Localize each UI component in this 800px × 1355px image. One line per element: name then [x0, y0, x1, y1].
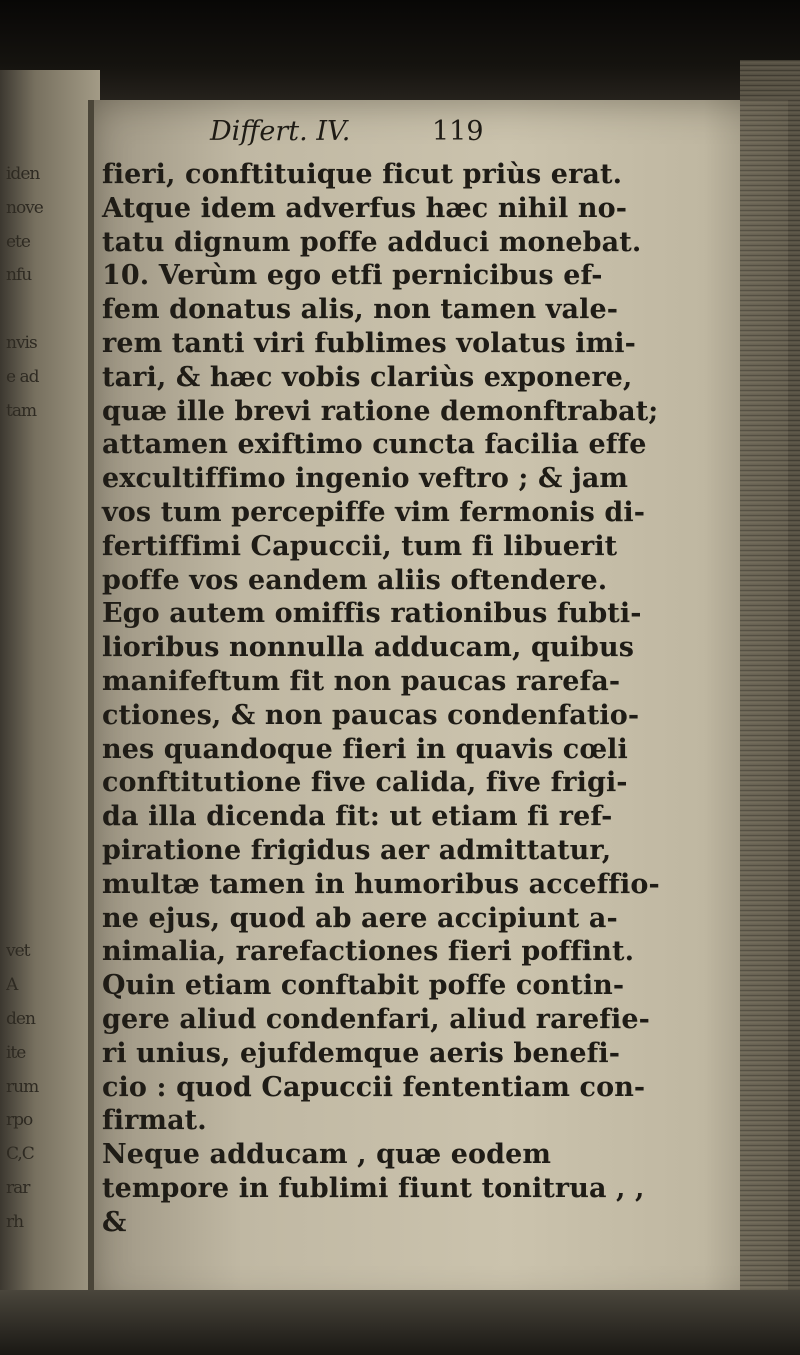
page-stack-edge — [740, 60, 800, 1340]
text-line: attamen exiftimo cuncta facilia effe — [102, 429, 647, 461]
margin-fragment: vet — [6, 941, 30, 962]
margin-fragment: tam — [6, 400, 37, 421]
text-line: conftitutione five calida, five frigi- — [102, 767, 628, 799]
margin-fragment: nove — [6, 197, 43, 218]
margin-fragment — [6, 834, 96, 868]
margin-fragment — [6, 597, 96, 631]
margin-fragment — [6, 428, 96, 462]
text-line: nimalia, rarefactiones fieri poffint. — [102, 936, 635, 968]
text-line: tari, & hæc vobis clariùs exponere, — [102, 361, 633, 393]
margin-fragment — [6, 530, 96, 564]
margin-fragment: rum — [6, 1076, 39, 1097]
margin-fragment — [6, 462, 96, 496]
margin-fragment — [6, 564, 96, 598]
text-line: cio : quod Capuccii fententiam con- — [102, 1071, 646, 1103]
page-number: 119 — [432, 116, 484, 147]
text-line: fieri, conftituique ficut priùs erat. — [102, 159, 623, 190]
text-line: tempore in fublimi fiunt tonitrua , , — [102, 1172, 645, 1204]
text-line: fem donatus alis, non tamen vale- — [102, 294, 619, 326]
margin-fragment: e ad — [6, 366, 39, 387]
margin-fragment: A — [6, 975, 18, 996]
margin-fragment: nvis — [6, 332, 37, 353]
text-line: gere aliud condenfari, aliud rarefie- — [102, 1003, 650, 1035]
text-line: & — [102, 1206, 127, 1238]
margin-fragment — [6, 496, 96, 530]
margin-fragment — [6, 800, 96, 834]
facing-page-fragments — [6, 158, 96, 1240]
body-text — [102, 158, 730, 1240]
running-head-title: Differt. IV. — [210, 116, 351, 147]
text-line: rem tanti viri fublimes volatus imi- — [102, 327, 636, 359]
margin-fragment: rh — [6, 1211, 24, 1232]
margin-fragment: ite — [6, 1042, 26, 1063]
text-line: ri unius, ejufdemque aeris benefi- — [102, 1037, 621, 1069]
text-line: nes quandoque fieri in quavis cœli — [102, 733, 628, 765]
margin-fragment — [6, 733, 96, 767]
margin-fragment — [6, 293, 96, 327]
text-line: manifeftum fit non paucas rarefa- — [102, 665, 621, 697]
margin-fragment: ete — [6, 231, 30, 252]
text-line: firmat. — [102, 1105, 207, 1137]
text-line: Quin etiam conftabit poffe contin- — [102, 970, 625, 1002]
running-header — [210, 116, 650, 156]
text-line: poffe vos eandem aliis oftendere. — [102, 564, 608, 596]
text-line: ne ejus, quod ab aere accipiunt a- — [102, 902, 618, 934]
text-line: fertiffimi Capuccii, tum fi libuerit — [102, 530, 618, 562]
text-line: tatu dignum poffe adduci monebat. — [102, 226, 642, 258]
text-line: Neque adducam , quæ eodem — [102, 1139, 552, 1171]
text-line: lioribus nonnulla adducam, quibus — [102, 632, 635, 664]
margin-fragment: den — [6, 1008, 35, 1029]
text-line: 10. Verùm ego etfi pernicibus ef- — [102, 260, 603, 292]
scan-top-shadow — [0, 0, 800, 110]
margin-fragment — [6, 665, 96, 699]
text-line: vos tum percepiffe vim fermonis di- — [102, 496, 646, 528]
text-line: Ego autem omiffis rationibus fubti- — [102, 598, 642, 630]
margin-fragment: rar — [6, 1177, 30, 1198]
text-line: piratione frigidus aer admittatur, — [102, 834, 612, 866]
text-line: ctiones, & non paucas condenfatio- — [102, 699, 640, 731]
margin-fragment — [6, 631, 96, 665]
text-line: Atque idem adverfus hæc nihil no- — [102, 192, 628, 224]
margin-fragment — [6, 699, 96, 733]
text-line: quæ ille brevi ratione demonftrabat; — [102, 395, 659, 427]
margin-fragment — [6, 902, 96, 936]
margin-fragment: rpo — [6, 1110, 33, 1131]
margin-fragment — [6, 766, 96, 800]
margin-fragment: nfu — [6, 265, 32, 286]
margin-fragment: C,C — [6, 1144, 34, 1165]
scan-bottom-shadow — [0, 1290, 800, 1355]
margin-fragment: iden — [6, 164, 40, 184]
text-line: excultiffimo ingenio veftro ; & jam — [102, 463, 629, 495]
text-line: multæ tamen in humoribus acceffio- — [102, 868, 660, 900]
margin-fragment — [6, 868, 96, 902]
text-line: da illa dicenda fit: ut etiam fi ref- — [102, 801, 613, 833]
